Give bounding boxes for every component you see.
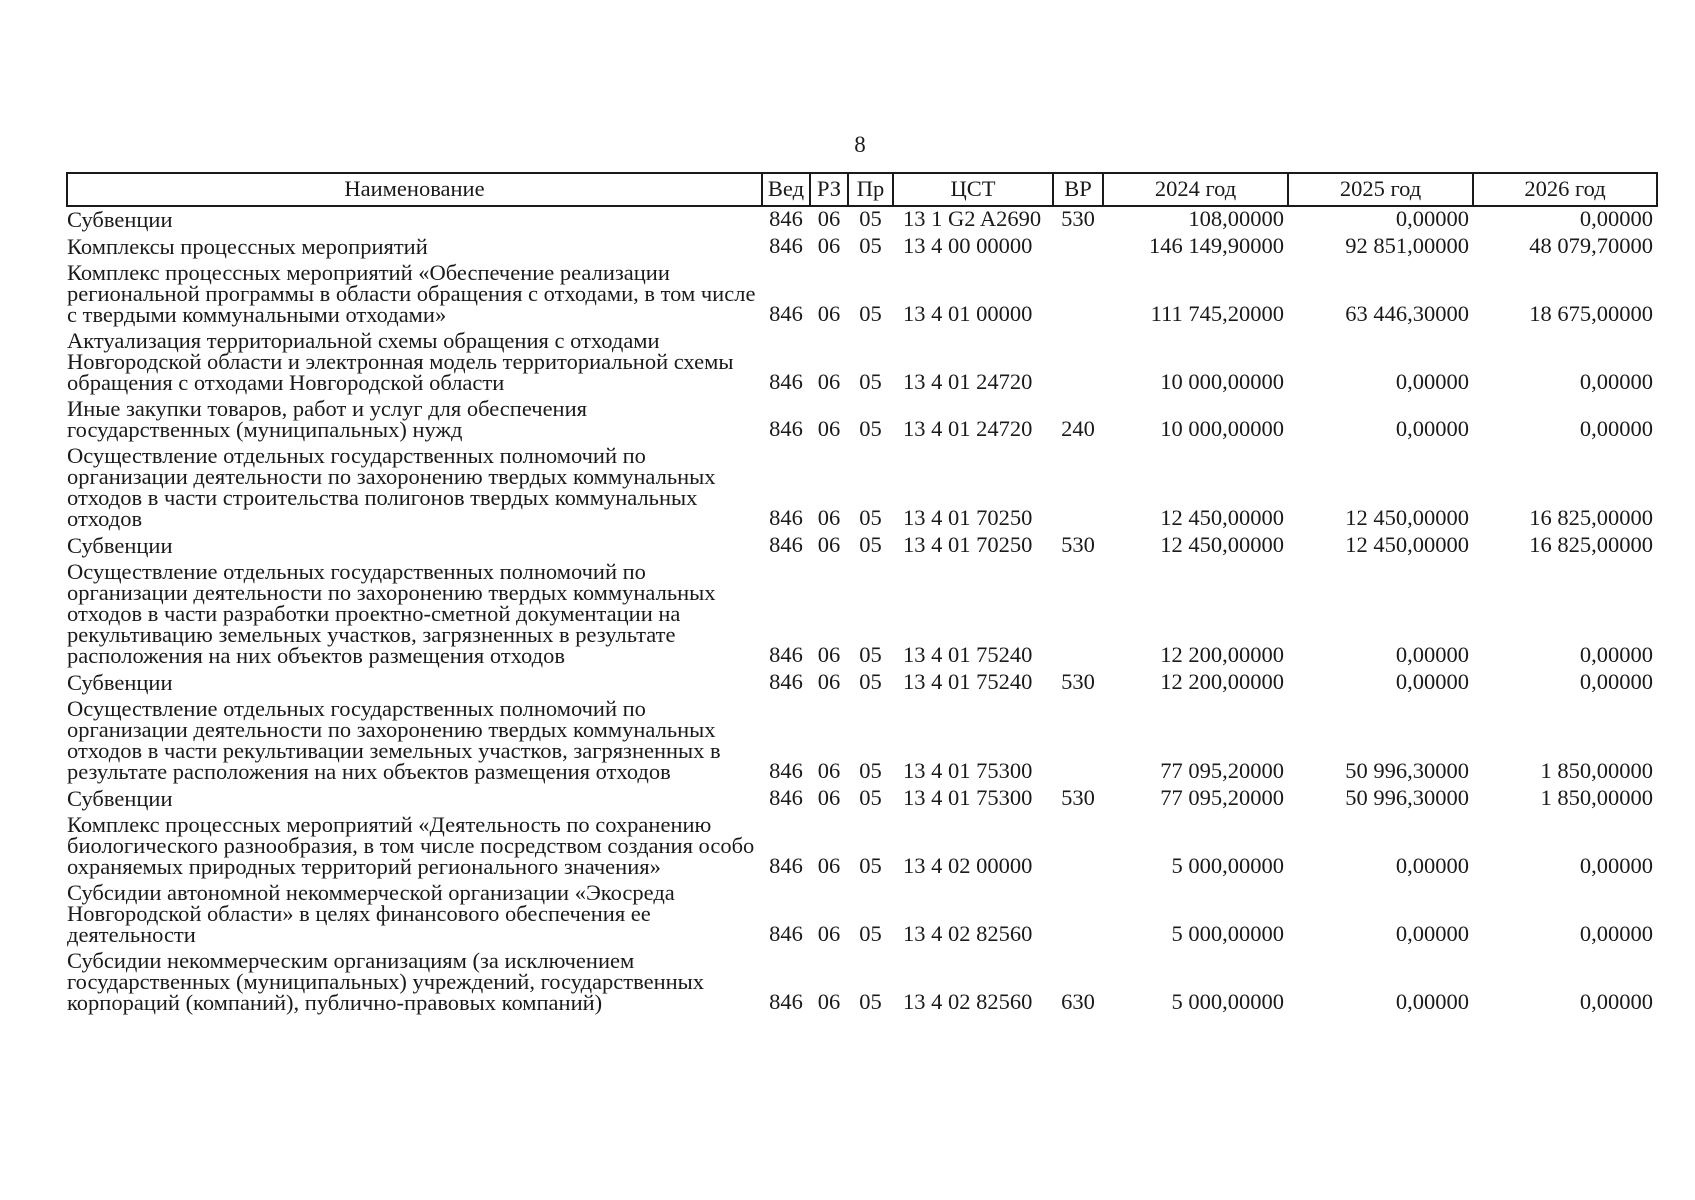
- row-rz: 06: [817, 505, 841, 530]
- row-amount-2025: 50 996,30000: [1345, 785, 1469, 810]
- row-rz: 06: [817, 301, 841, 326]
- row-pr: 05: [859, 532, 882, 557]
- row-rz: 06: [817, 785, 841, 810]
- row-vr: [1053, 560, 1103, 670]
- row-cst: 13 4 01 75300: [903, 785, 1033, 810]
- row-vr: 530: [1061, 669, 1095, 694]
- header-2024: 2024 год: [1103, 173, 1288, 206]
- row-amount-2026: 0,00000: [1579, 921, 1653, 946]
- row-amount-2026: 18 675,00000: [1529, 301, 1653, 326]
- row-cst: 13 1 G2 A2690: [903, 206, 1042, 231]
- row-vr: 530: [1061, 785, 1095, 810]
- row-amount-2025: 0,00000: [1395, 206, 1469, 231]
- row-amount-2025: 0,00000: [1395, 669, 1469, 694]
- row-pr: 05: [859, 989, 882, 1014]
- row-cst: 13 4 02 82560: [903, 989, 1033, 1014]
- table-row: [67, 261, 1657, 329]
- row-pr: 05: [859, 301, 882, 326]
- row-cst: 13 4 01 24720: [903, 416, 1033, 441]
- row-vr: [1053, 261, 1103, 329]
- row-pr: 05: [859, 416, 882, 441]
- row-rz: 06: [817, 853, 841, 878]
- row-amount-2026: 16 825,00000: [1529, 532, 1653, 557]
- header-rz: РЗ: [810, 173, 848, 206]
- row-rz: 06: [817, 369, 841, 394]
- row-amount-2025: 92 851,00000: [1345, 233, 1469, 258]
- row-pr: 05: [859, 785, 882, 810]
- row-name: Субвенции: [67, 533, 173, 558]
- table-body: [67, 206, 1657, 1017]
- row-pr: 05: [859, 369, 882, 394]
- header-ved: Вед: [762, 173, 810, 206]
- table-row: [67, 444, 1657, 533]
- row-rz: 06: [817, 416, 841, 441]
- table-row: [67, 949, 1657, 1017]
- row-cst: 13 4 00 00000: [903, 233, 1033, 258]
- row-cst: 13 4 01 75240: [903, 642, 1033, 667]
- row-amount-2024: 12 450,00000: [1160, 505, 1284, 530]
- table-row: [67, 533, 1657, 560]
- header-cst: ЦСТ: [893, 173, 1053, 206]
- row-amount-2025: 0,00000: [1395, 369, 1469, 394]
- row-amount-2024: 12 200,00000: [1160, 642, 1284, 667]
- row-amount-2024: 10 000,00000: [1160, 416, 1284, 441]
- row-amount-2024: 5 000,00000: [1171, 853, 1284, 878]
- row-rz: 06: [817, 669, 841, 694]
- row-amount-2024: 5 000,00000: [1171, 921, 1284, 946]
- row-cst: 13 4 02 00000: [903, 853, 1033, 878]
- row-name: Осуществление отдельных государственных полномочий по организации деятельности по захоронению твердых коммунальных отходов в части строительства полигонов твердых коммунальных отходов: [67, 443, 716, 531]
- row-ved: 846: [769, 853, 803, 878]
- row-pr: 05: [859, 853, 882, 878]
- row-amount-2024: 77 095,20000: [1160, 785, 1284, 810]
- row-ved: 846: [769, 642, 803, 667]
- row-pr: 05: [859, 921, 882, 946]
- row-vr: 630: [1061, 989, 1095, 1014]
- row-name: Иные закупки товаров, работ и услуг для обеспечения государственных (муниципальных) нужд: [67, 396, 587, 442]
- row-ved: 846: [769, 532, 803, 557]
- table-row: [67, 560, 1657, 670]
- row-ved: 846: [769, 989, 803, 1014]
- table-row: [67, 697, 1657, 786]
- row-name: Комплекс процессных мероприятий «Деятельность по сохранению биологического разнообразия, в том числе посредством создания особо охраняемых природных территорий регионального значения»: [67, 812, 755, 879]
- row-amount-2024: 10 000,00000: [1160, 369, 1284, 394]
- row-vr: 530: [1061, 532, 1095, 557]
- row-pr: 05: [859, 669, 882, 694]
- row-name: Субвенции: [67, 670, 173, 695]
- header-2026: 2026 год: [1473, 173, 1657, 206]
- row-amount-2025: 12 450,00000: [1345, 532, 1469, 557]
- row-amount-2025: 0,00000: [1395, 853, 1469, 878]
- row-rz: 06: [817, 758, 841, 783]
- row-vr: [1053, 329, 1103, 397]
- table-row: [67, 881, 1657, 949]
- row-amount-2025: 63 446,30000: [1345, 301, 1469, 326]
- row-vr: 530: [1061, 206, 1095, 231]
- row-rz: 06: [817, 206, 841, 231]
- table-row: [67, 786, 1657, 813]
- row-amount-2024: 108,00000: [1188, 206, 1284, 231]
- row-amount-2026: 48 079,70000: [1529, 233, 1653, 258]
- row-amount-2026: 16 825,00000: [1529, 505, 1653, 530]
- table-row: [67, 206, 1657, 234]
- row-name: Осуществление отдельных государственных полномочий по организации деятельности по захоронению твердых коммунальных отходов в части разработки проектно-сметной документации на рекультивацию земельных участков, загрязненных в результате расположения на них объектов размещения отходов: [67, 559, 716, 668]
- header-vr: ВР: [1053, 173, 1103, 206]
- row-pr: 05: [859, 642, 882, 667]
- row-rz: 06: [817, 233, 841, 258]
- row-pr: 05: [859, 233, 882, 258]
- row-name: Субсидии некоммерческим организациям (за исключением государственных (муниципальных) учреждений, государственных корпораций (компаний), публично-правовых компаний): [67, 948, 705, 1015]
- row-vr: [1053, 697, 1103, 786]
- row-name: Комплексы процессных мероприятий: [67, 234, 428, 259]
- row-cst: 13 4 01 70250: [903, 505, 1033, 530]
- row-name: Осуществление отдельных государственных полномочий по организации деятельности по захоронению твердых коммунальных отходов в части рекультивации земельных участков, загрязненных в результате расположения на них объектов размещения отходов: [67, 696, 721, 784]
- row-ved: 846: [769, 669, 803, 694]
- row-name: Комплекс процессных мероприятий «Обеспечение реализации региональной программы в области обращения с отходами, в том числе с твердыми коммунальными отходами»: [67, 260, 756, 327]
- row-amount-2024: 12 450,00000: [1160, 532, 1284, 557]
- row-cst: 13 4 02 82560: [903, 921, 1033, 946]
- row-amount-2026: 0,00000: [1579, 989, 1653, 1014]
- row-cst: 13 4 01 24720: [903, 369, 1033, 394]
- table-row: [67, 813, 1657, 881]
- header-2025: 2025 год: [1288, 173, 1473, 206]
- row-amount-2024: 77 095,20000: [1160, 758, 1284, 783]
- row-name: Субсидии автономной некоммерческой организации «Экосреда Новгородской области» в целях финансового обеспечения ее деятельности: [67, 880, 675, 947]
- row-cst: 13 4 01 00000: [903, 301, 1033, 326]
- row-vr: [1053, 234, 1103, 261]
- table-row: [67, 397, 1657, 444]
- row-amount-2025: 0,00000: [1395, 642, 1469, 667]
- row-rz: 06: [817, 532, 841, 557]
- row-amount-2026: 0,00000: [1579, 853, 1653, 878]
- row-cst: 13 4 01 75300: [903, 758, 1033, 783]
- header-name: Наименование: [67, 173, 762, 206]
- row-amount-2025: 0,00000: [1395, 416, 1469, 441]
- row-amount-2024: 5 000,00000: [1171, 989, 1284, 1014]
- row-amount-2024: 146 149,90000: [1149, 233, 1284, 258]
- row-rz: 06: [817, 642, 841, 667]
- row-name: Субвенции: [67, 207, 173, 232]
- table-row: [67, 329, 1657, 397]
- page-number: 8: [854, 132, 866, 157]
- row-ved: 846: [769, 921, 803, 946]
- row-cst: 13 4 01 75240: [903, 669, 1033, 694]
- table-row: [67, 234, 1657, 261]
- row-amount-2026: 0,00000: [1579, 642, 1653, 667]
- row-vr: [1053, 813, 1103, 881]
- row-pr: 05: [859, 206, 882, 231]
- row-amount-2026: 1 850,00000: [1540, 758, 1653, 783]
- header-pr: Пр: [848, 173, 893, 206]
- row-pr: 05: [859, 505, 882, 530]
- row-ved: 846: [769, 369, 803, 394]
- row-amount-2024: 111 745,20000: [1150, 301, 1284, 326]
- row-ved: 846: [769, 416, 803, 441]
- row-amount-2025: 0,00000: [1395, 921, 1469, 946]
- row-name: Актуализация территориальной схемы обращения с отходами Новгородской области и электронная модель территориальной схемы обращения с отходами Новгородской области: [67, 328, 734, 395]
- row-pr: 05: [859, 758, 882, 783]
- row-amount-2025: 0,00000: [1395, 989, 1469, 1014]
- row-amount-2025: 50 996,30000: [1345, 758, 1469, 783]
- table-row: [67, 670, 1657, 697]
- row-ved: 846: [769, 233, 803, 258]
- row-amount-2024: 12 200,00000: [1160, 669, 1284, 694]
- table-header: [67, 173, 1657, 206]
- row-ved: 846: [769, 301, 803, 326]
- budget-table: [66, 172, 1658, 1017]
- row-rz: 06: [817, 921, 841, 946]
- row-amount-2026: 0,00000: [1579, 669, 1653, 694]
- row-ved: 846: [769, 505, 803, 530]
- row-vr: [1053, 444, 1103, 533]
- header-row: [67, 173, 1657, 206]
- row-ved: 846: [769, 785, 803, 810]
- row-vr: [1053, 881, 1103, 949]
- row-cst: 13 4 01 70250: [903, 532, 1033, 557]
- row-amount-2026: 0,00000: [1579, 369, 1653, 394]
- row-amount-2026: 1 850,00000: [1540, 785, 1653, 810]
- row-vr: 240: [1061, 416, 1095, 441]
- row-rz: 06: [817, 989, 841, 1014]
- row-ved: 846: [769, 758, 803, 783]
- row-name: Субвенции: [67, 786, 173, 811]
- row-ved: 846: [769, 206, 803, 231]
- row-amount-2026: 0,00000: [1579, 416, 1653, 441]
- row-amount-2026: 0,00000: [1579, 206, 1653, 231]
- row-amount-2025: 12 450,00000: [1345, 505, 1469, 530]
